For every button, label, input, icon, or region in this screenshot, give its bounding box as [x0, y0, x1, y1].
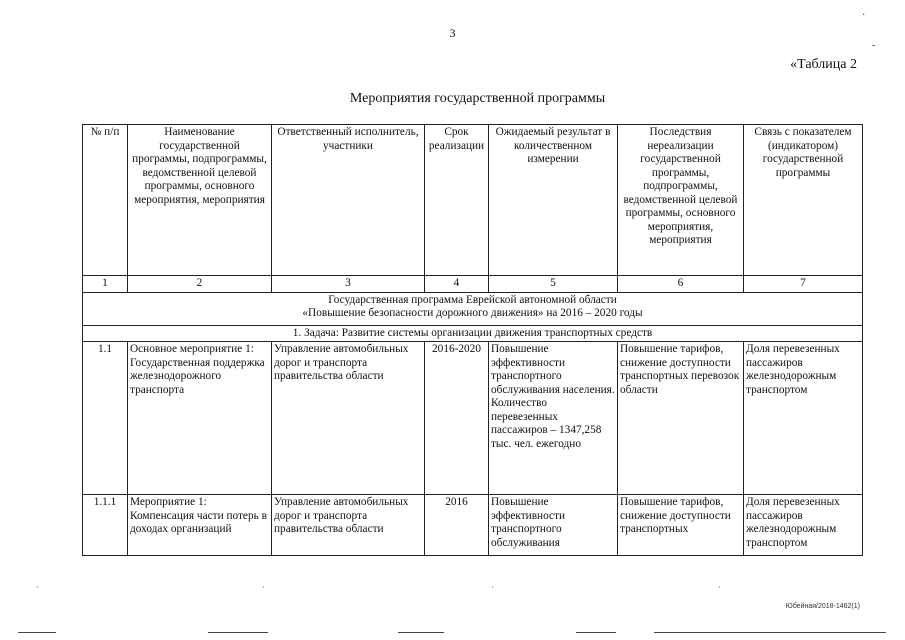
- row-result: Повышение эффективности транспортного обслуживания населения. Количество перевезенных пассажиров – 1347,258 тыс. чел. ежегодно: [489, 342, 618, 495]
- page-number: 3: [449, 26, 456, 40]
- header-result: Ожидаемый результат в количественном измерении: [489, 125, 618, 276]
- scan-mark: ·: [862, 10, 866, 21]
- table-row: [83, 495, 863, 556]
- row-indicator: Доля перевезенных пассажиров железнодорожным транспортом: [744, 342, 863, 495]
- program-line-1: Государственная программа Еврейской автономной области: [328, 293, 617, 306]
- divider: [654, 632, 886, 633]
- row-name: Мероприятие 1: Компенсация части потерь в доходах организаций: [128, 495, 272, 556]
- table-row: [83, 342, 863, 495]
- task-cell: 1. Задача: Развитие системы организации движения транспортных средств: [83, 325, 863, 342]
- column-number: 7: [744, 276, 863, 293]
- column-number: 4: [425, 276, 489, 293]
- column-number: 6: [618, 276, 744, 293]
- scan-mark: -: [872, 40, 876, 51]
- column-number-row: [83, 276, 863, 293]
- header-consequence: Последствия нереализации государственной программы, подпрограммы, ведомственной целевой программы, основного мероприятия, мероприятия: [618, 125, 744, 276]
- scan-mark: ·: [36, 582, 39, 592]
- divider: [208, 632, 268, 633]
- column-number: 1: [83, 276, 128, 293]
- task-row: [83, 325, 863, 342]
- header-executor: Ответственный исполнитель, участники: [272, 125, 425, 276]
- header-row: [83, 125, 863, 276]
- header-num: № п/п: [83, 125, 128, 276]
- row-name: Основное мероприятие 1: Государственная поддержка железнодорожного транспорта: [128, 342, 272, 495]
- footer-code: Юбейная/2018-1462(1): [785, 603, 860, 610]
- column-number: 2: [128, 276, 272, 293]
- header-period: Срок реализации: [425, 125, 489, 276]
- scan-mark: ·: [718, 582, 721, 592]
- program-line-2: «Повышение безопасности дорожного движения» на 2016 – 2020 годы: [302, 307, 643, 320]
- divider: [398, 632, 444, 633]
- header-name: Наименование государственной программы, подпрограммы, ведомственной целевой программы, основного мероприятия, мероприятия: [128, 125, 272, 276]
- scan-mark: ·: [262, 582, 265, 592]
- program-row: [83, 292, 863, 325]
- scan-mark: ·: [491, 582, 494, 592]
- row-executor: Управление автомобильных дорог и транспорта правительства области: [272, 342, 425, 495]
- document-title: Мероприятия государственной программы: [349, 91, 606, 106]
- program-cell: [83, 292, 863, 325]
- row-result: Повышение эффективности транспортного обслуживания: [489, 495, 618, 556]
- header-indicator: Связь с показателем (индикатором) государственной программы: [744, 125, 863, 276]
- row-consequence: Повышение тарифов, снижение доступности транспортных перевозок области: [618, 342, 744, 495]
- row-period: 2016-2020: [425, 342, 489, 495]
- divider: [18, 632, 56, 633]
- activities-table: [82, 124, 863, 556]
- row-period: 2016: [425, 495, 489, 556]
- column-number: 3: [272, 276, 425, 293]
- divider: [576, 632, 616, 633]
- column-number: 5: [489, 276, 618, 293]
- table-label: «Таблица 2: [790, 57, 857, 72]
- row-num: 1.1: [83, 342, 128, 495]
- row-executor: Управление автомобильных дорог и транспорта правительства области: [272, 495, 425, 556]
- row-consequence: Повышение тарифов, снижение доступности транспортных: [618, 495, 744, 556]
- row-indicator: Доля перевезенных пассажиров железнодорожным транспортом: [744, 495, 863, 556]
- row-num: 1.1.1: [83, 495, 128, 556]
